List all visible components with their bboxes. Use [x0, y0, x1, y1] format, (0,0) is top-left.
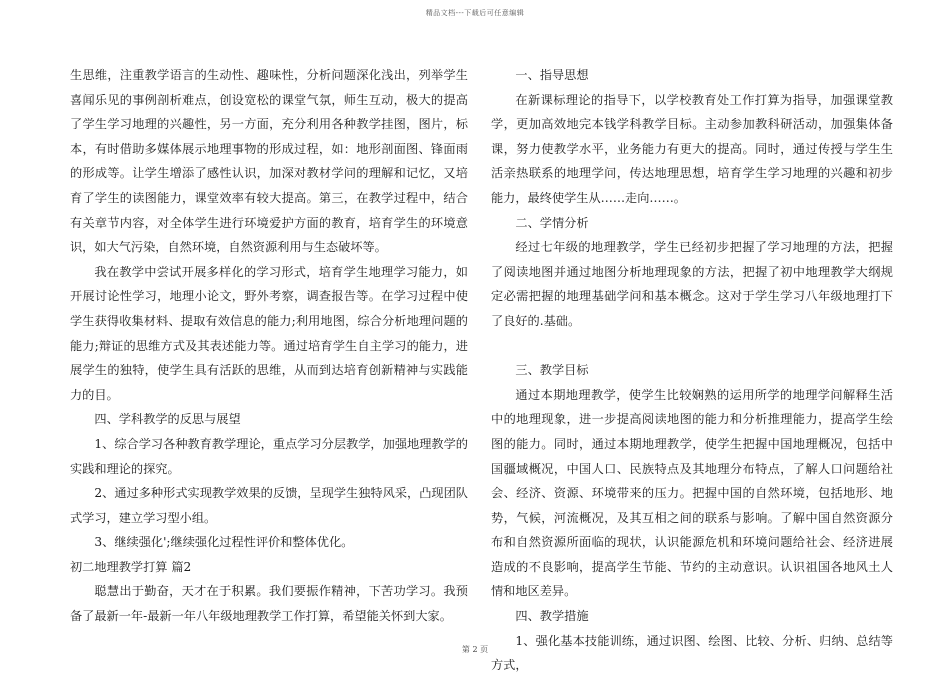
section-heading: 二、学情分析 — [515, 215, 589, 230]
article-title: 初二地理教学打算 篇2 — [70, 559, 192, 574]
section-heading: 三、教学目标 — [515, 363, 589, 378]
paragraph: 通过本期地理教学，使学生比较娴熟的运用所学的地理学问解释生活中的地理现象，进一步提高阅读地图的能力和分析推理能力，提高学生绘图的能力。同时，通过本期地理教学，使学生把握中国地理概况，包括中国疆域概况，中国人口、民族特点及其地理分布特点，了解人口问题给社会、经济、资源、环境带来的压力。把握中国的自然环境，包括地形、地势，气候，河流概况，及其互相之间的联系与影响。了解中国自然资源分布和自然资源所面临的现状，认识能源危机和环境问题给社会、经济进展造成的不良影响，提高学生节能、节约的主动意识。认识祖国各地风土人情和地区差异。 — [491, 387, 893, 599]
paragraph: 1、强化基本技能训练，通过识图、绘图、比较、分析、归纳、总结等方式， — [491, 633, 893, 673]
page-header: 精品文档---下载后可任意编辑 — [425, 9, 525, 17]
paragraph: 经过七年级的地理教学，学生已经初步把握了学习地理的方法，把握了阅读地图并通过地图分析地理现象的方法，把握了初中地理教学大纲规定必需把握的地理基础学问和基本概念。这对于学生学习八年级地理打下了良好的.基础。 — [491, 240, 893, 328]
page-number: 第 2 页 — [461, 645, 489, 654]
paragraph: 1、综合学习各种教育教学理论，重点学习分层教学，加强地理教学的实践和理论的探究。 — [70, 436, 468, 476]
left-column — [70, 63, 468, 629]
right-column — [491, 63, 893, 678]
paragraph: 2、通过多种形式实现教学效果的反馈，呈现学生独特风采，凸现团队式学习，建立学习型小组。 — [70, 486, 468, 525]
paragraph: 在新课标理论的指导下，以学校教育处工作打算为指导，加强课堂教学，更加高效地完本钱学科教学目标。主动参加教科研活动，加强集体备课，努力使教学水平，业务能力有更大的提高。同时，通过传授与学生生活亲热联系的地理学问，传达地理思想，培育学生学习地理的兴趣和初步能力，最终使学生从……走向……。 — [491, 92, 893, 205]
section-heading: 一、指导思想 — [515, 68, 589, 82]
paragraph: 3、继续强化';继续强化过程性评价和整体优化。 — [94, 535, 354, 550]
blank-line — [491, 334, 893, 359]
section-heading: 四、教学措施 — [515, 609, 589, 624]
paragraph: 生思维，注重教学语言的生动性、趣味性，分析问题深化浅出，列举学生喜闻乐见的事例剖析难点，创设宽松的课堂气氛，师生互动，极大的提高了学生学习地理的兴趣性，另一方面，充分利用各种教学挂图，图片，标本，有时借助多媒体展示地理事物的形成过程，如：地形剖面图、锋面雨的形成等。让学生增添了感性认识，加深对教材学问的理解和记忆，又培育了学生的读图能力，课堂效率有较大提高。第三，在教学过程中，结合有关章节内容，对全体学生进行环境爱护方面的教育，培育学生的环境意识，如大气污染，自然环境，自然资源利用与生态破坏等。 — [70, 68, 468, 255]
paragraph: 聪慧出于勤奋，天才在于积累。我们要振作精神，下苦功学习。我预备了最新一年-最新一年八年级地理教学工作打算，希望能关怀到大家。 — [70, 584, 468, 624]
section-heading: 四、学科教学的反思与展望 — [94, 412, 241, 427]
paragraph: 我在教学中尝试开展多样化的学习形式，培育学生地理学习能力，如开展讨论性学习，地理小论文，野外考察，调查报告等。在学习过程中使学生获得收集材料、提取有效信息的能力;利用地图，综合分析地理问题的能力;辩证的思维方式及其表述能力等。通过培育学生自主学习的能力，进展学生的独特，使学生具有活跃的思维，从而到达培育创新精神与实践能力的目。 — [70, 264, 468, 402]
